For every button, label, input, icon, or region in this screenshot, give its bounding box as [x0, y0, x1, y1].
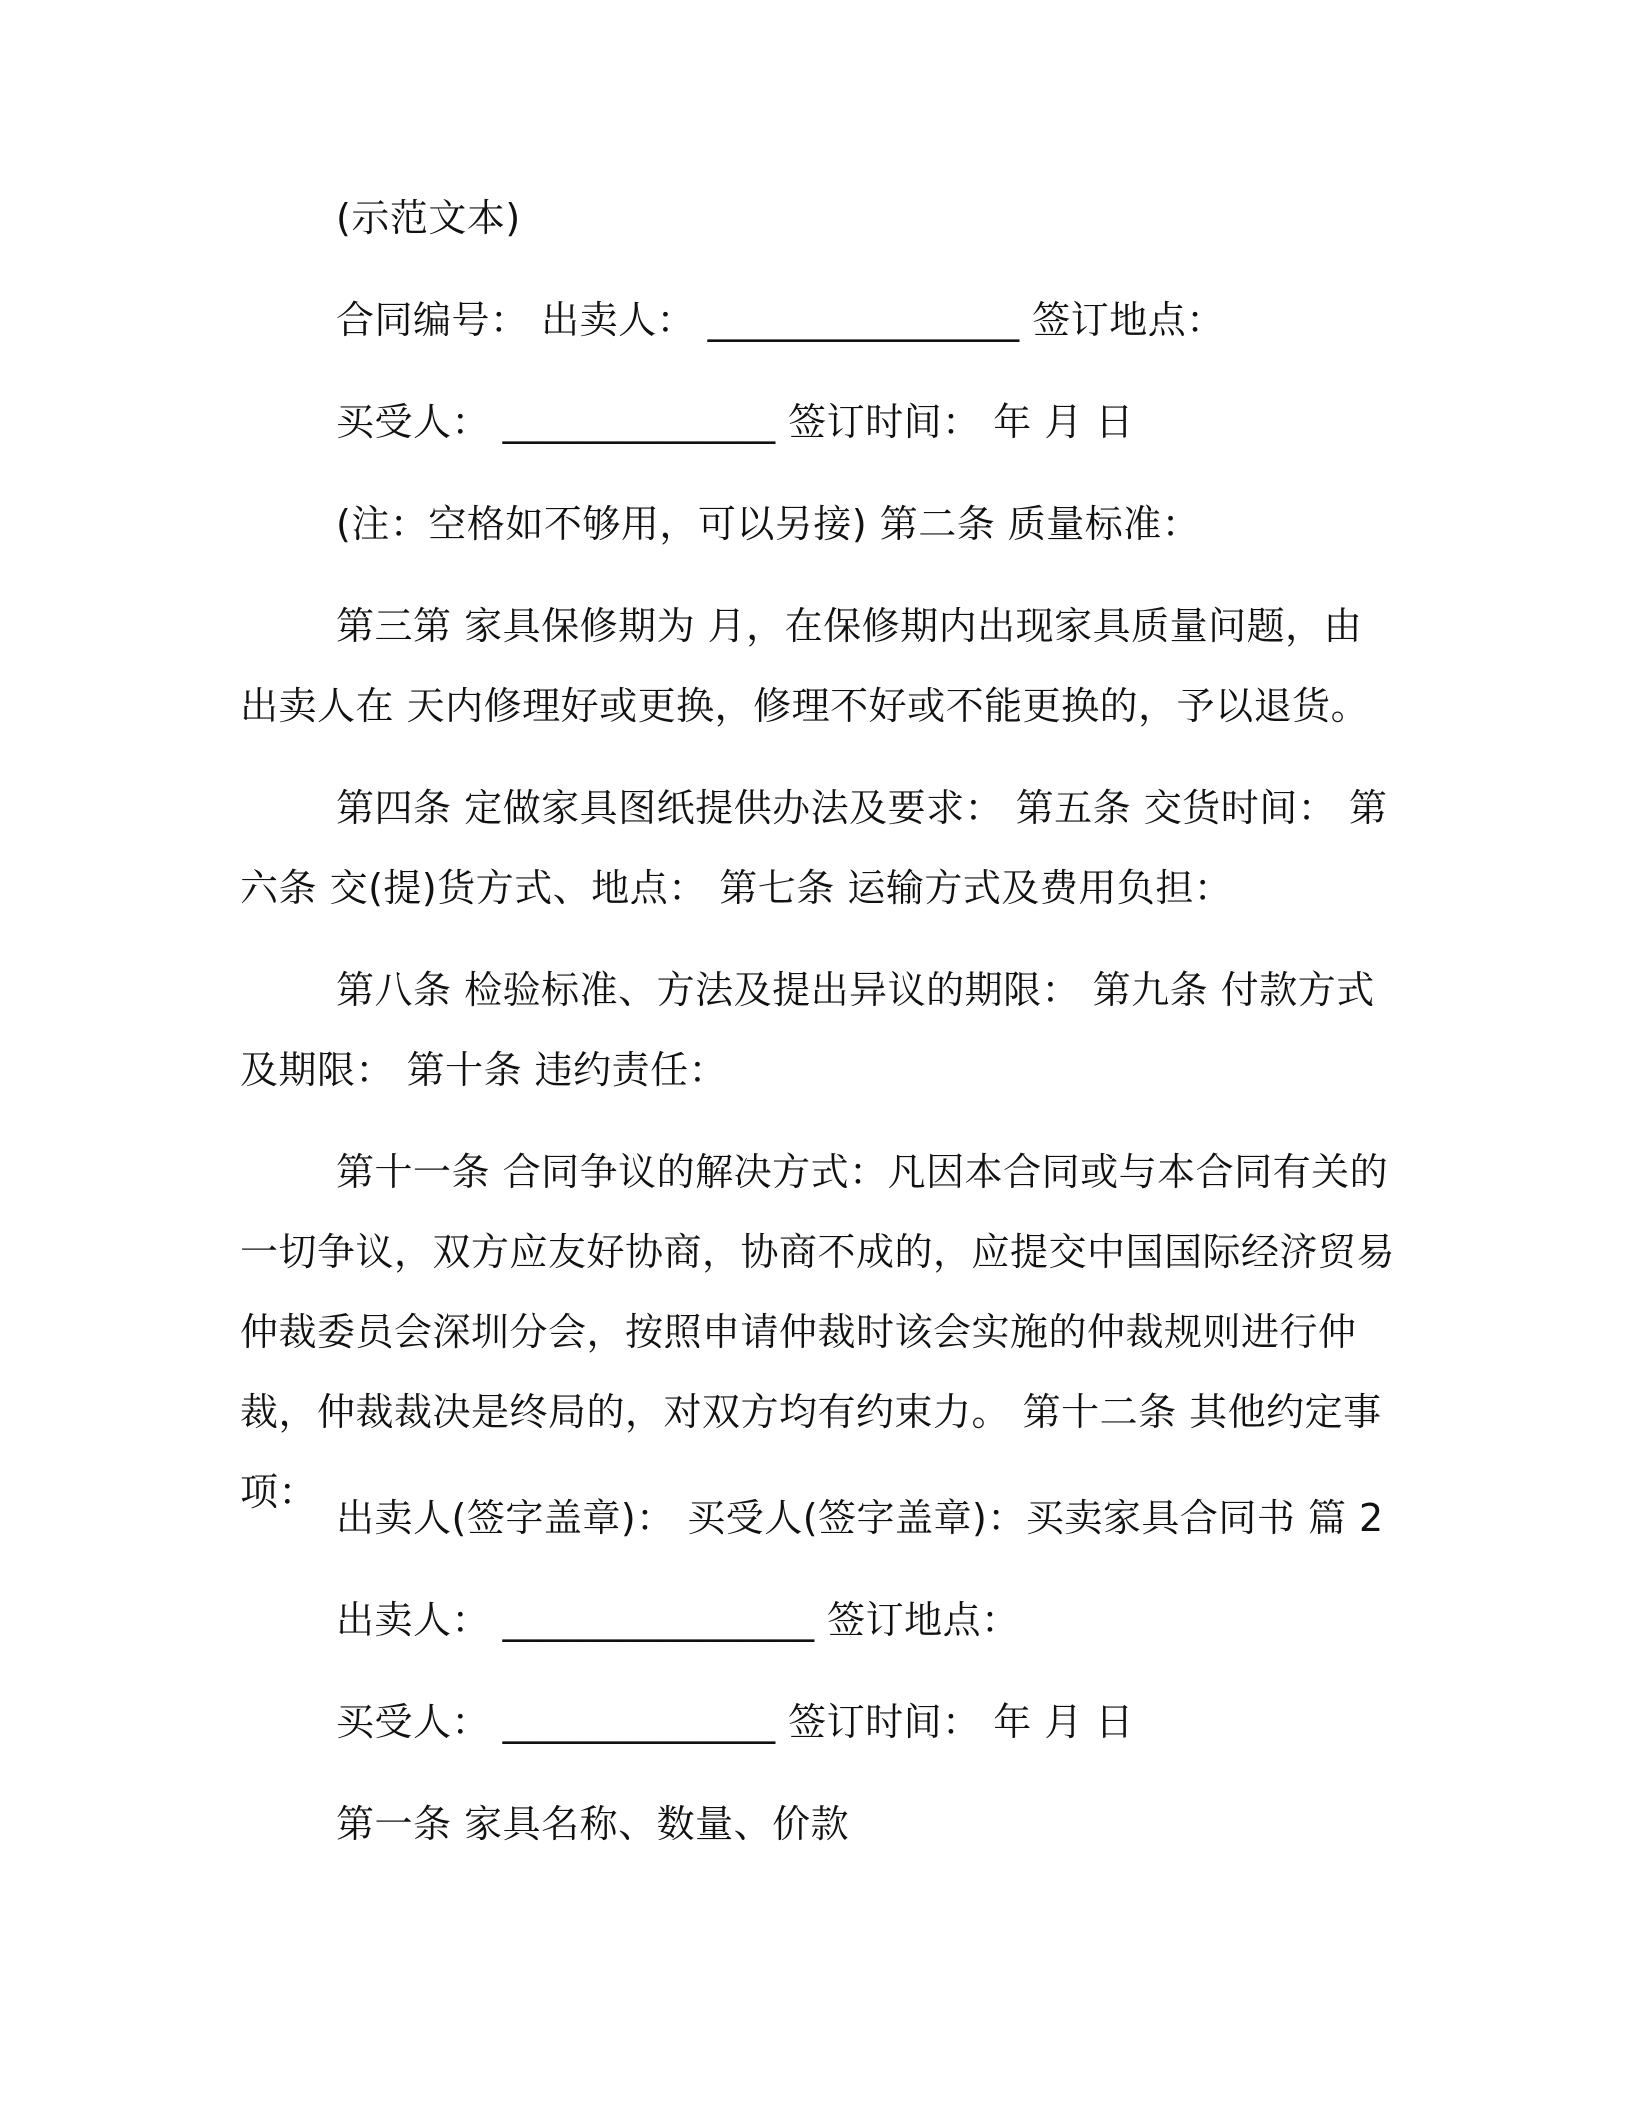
articles-8-10-paragraph: 第八条 检验标准、方法及提出异议的期限： 第九条 付款方式及期限： 第十条 违约责任： — [240, 968, 1375, 1092]
contract-number-seller-line: 合同编号： 出卖人： ________________ 签订地点： — [336, 298, 1225, 342]
note-quality-line: (注：空格如不够用，可以另接) 第二条 质量标准： — [336, 502, 1201, 546]
sample-text-label: (示范文本) — [336, 196, 521, 240]
articles-4-7-paragraph: 第四条 定做家具图纸提供办法及要求： 第五条 交货时间： 第六条 交(提)货方式、地点： 第七条 运输方式及费用负担： — [240, 786, 1388, 910]
dispute-resolution-paragraph: 第十一条 合同争议的解决方式：凡因本合同或与本合同有关的一切争议，双方应友好协商，协商不成的，应提交中国国际经济贸易仲裁委员会深圳分会，按照申请仲裁时该会实施的仲裁规则进行仲裁，仲裁裁决是终局的，对双方均有约束力。 第十二条 其他约定事项： — [240, 1150, 1396, 1514]
warranty-paragraph: 第三第 家具保修期为 月，在保修期内出现家具质量问题，由出卖人在 天内修理好或更换，修理不好或不能更换的，予以退货。 — [240, 604, 1370, 728]
signature-line: 出卖人(签字盖章)： 买受人(签字盖章)：买卖家具合同书 篇 2 — [336, 1496, 1384, 1540]
buyer-date-line: 买受人： ______________ 签订时间： 年 月 日 — [336, 400, 1134, 444]
buyer-date-line-2: 买受人： ______________ 签订时间： 年 月 日 — [336, 1700, 1134, 1744]
article-1-heading: 第一条 家具名称、数量、价款 — [336, 1802, 850, 1846]
seller-place-line-2: 出卖人： ________________ 签订地点： — [336, 1598, 1020, 1642]
